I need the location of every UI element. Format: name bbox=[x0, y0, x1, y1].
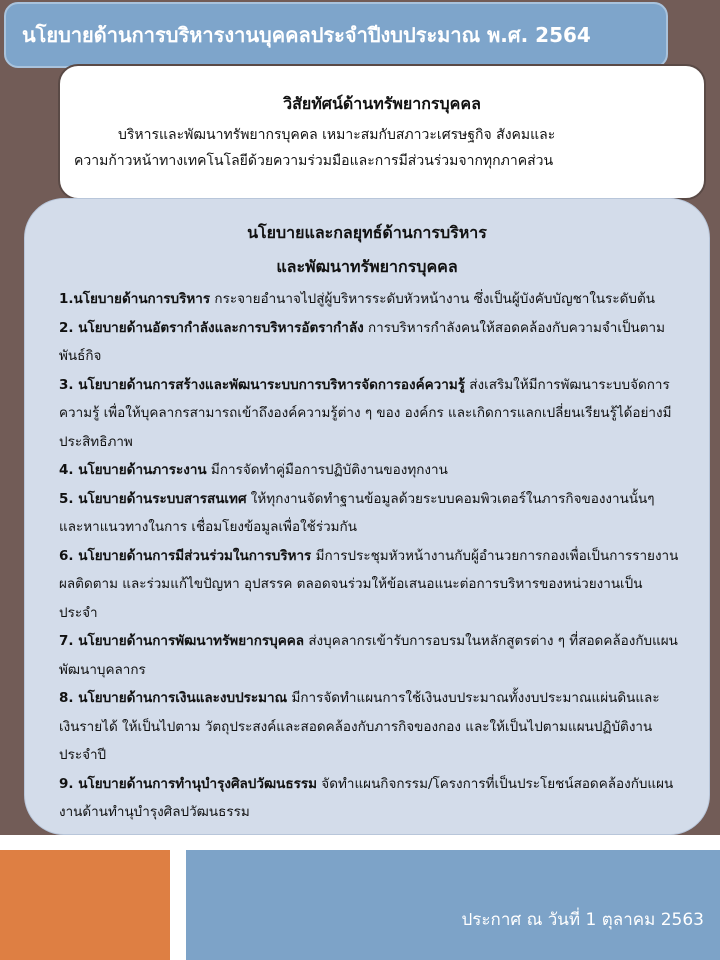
policy-item-6 bbox=[59, 542, 679, 628]
policy-item-title: 7. นโยบายด้านการพัฒนาทรัพยากรบุคคล bbox=[59, 633, 305, 649]
policy-item-9 bbox=[59, 770, 679, 827]
policy-item-3 bbox=[59, 371, 679, 457]
vision-line-2: ความก้าวหน้าทางเทคโนโลยีด้วยความร่วมมือและการมีส่วนร่วมจากทุกภาคส่วน bbox=[74, 153, 554, 169]
policy-item-title: 5. นโยบายด้านระบบสารสนเทศ bbox=[59, 490, 247, 507]
policy-item-8 bbox=[59, 684, 679, 770]
orange-corner-block bbox=[0, 850, 170, 960]
policy-item-text: มีการประชุมหัวหน้างานกับผู้อำนวยการกองเพื่อเป็นการรายงานผลติดตาม และร่วมแก้ไขปัญหา อุปสรรค ตลอดจนร่วมให้ข้อเสนอแนะต่อการบริหารของหน่วยงานเป็นประจำ bbox=[59, 547, 679, 621]
blue-footer-block bbox=[186, 850, 720, 960]
policy-item-text: ให้ทุกงานจัดทำฐานข้อมูลด้วยระบบคอมพิวเตอร์ในภารกิจของงานนั้นๆ และหาแนวทางในการ เชื่อมโยงข้อมูลเพื่อใช้ร่วมกัน bbox=[59, 490, 655, 535]
page-title: นโยบายด้านการบริหารงานบุคคลประจำปีงบประมาณ พ.ศ. 2564 bbox=[22, 23, 591, 47]
policy-item-title: 1.นโยบายด้านการบริหาร bbox=[59, 291, 211, 307]
policy-item-text: จัดทำแผนกิจกรรม/โครงการที่เป็นประโยชน์สอดคล้องกับแผนงานด้านทำนุบำรุงศิลปวัฒนธรรม bbox=[59, 775, 674, 820]
policy-item-2 bbox=[59, 314, 679, 371]
policy-item-1 bbox=[59, 285, 679, 314]
vision-statement bbox=[74, 122, 694, 174]
announcement-date: ประกาศ ณ วันที่ 1 ตุลาคม 2563 bbox=[461, 910, 704, 930]
vision-line-1-text: บริหารและพัฒนาทรัพยากรบุคคล เหมาะสมกับสภาวะเศรษฐกิจ สังคมและ bbox=[118, 127, 556, 143]
vision-line-1 bbox=[74, 122, 694, 148]
policy-list bbox=[59, 285, 679, 827]
policy-item-text: กระจายอำนาจไปสู่ผู้บริหารระดับหัวหน้างาน ซึ่งเป็นผู้บังคับบัญชาในระดับต้น bbox=[210, 291, 655, 307]
policy-item-title: 8. นโยบายด้านการเงินและงบประมาณ bbox=[59, 690, 288, 706]
policy-heading-line-2: และพัฒนาทรัพยากรบุคคล bbox=[276, 257, 458, 276]
policy-item-title: 9. นโยบายด้านการทำนุบำรุงศิลปวัฒนธรรม bbox=[59, 775, 318, 792]
policy-item-5 bbox=[59, 485, 679, 542]
vision-box bbox=[58, 64, 706, 200]
policy-item-text: ส่งเสริมให้มีการพัฒนาระบบจัดการความรู้ เพื่อให้บุคลากรสามารถเข้าถึงองค์ความรู้ต่าง ๆ ของ องค์กร และเกิดการแลกเปลี่ยนเรียนรู้ได้อย่างมีประสิทธิภาพ bbox=[59, 376, 672, 450]
policy-item-7 bbox=[59, 627, 679, 684]
policy-item-title: 2. นโยบายด้านอัตรากำลังและการบริหารอัตรากำลัง bbox=[59, 319, 364, 336]
policy-item-text: มีการจัดทำแผนการใช้เงินงบประมาณทั้งงบประมาณแผ่นดินและเงินรายได้ ให้เป็นไปตาม วัตถุประสงค์และสอดคล้องกับภารกิจของกอง และให้เป็นไปตามแผนปฏิบัติงานประจำปี bbox=[59, 690, 660, 763]
policy-item-text: การบริหารกำลังคนให้สอดคล้องกับความจำเป็นตามพันธ์กิจ bbox=[59, 319, 666, 364]
policy-heading-line-1: นโยบายและกลยุทธ์ด้านการบริหาร bbox=[247, 223, 487, 242]
policy-box bbox=[24, 198, 710, 835]
policy-item-4 bbox=[59, 456, 679, 485]
vision-heading: วิสัยทัศน์ด้านทรัพยากรบุคคล bbox=[283, 94, 481, 113]
policy-item-text: ส่งบุคลากรเข้ารับการอบรมในหลักสูตรต่าง ๆ ที่สอดคล้องกับแผนพัฒนาบุคลากร bbox=[59, 633, 678, 678]
policy-item-text: มีการจัดทำคู่มือการปฏิบัติงานของทุกงาน bbox=[206, 462, 448, 478]
policy-item-title: 4. นโยบายด้านภาระงาน bbox=[59, 462, 207, 478]
policy-item-title: 6. นโยบายด้านการมีส่วนร่วมในการบริหาร bbox=[59, 547, 312, 564]
policy-item-title: 3. นโยบายด้านการสร้างและพัฒนาระบบการบริหารจัดการองค์ความรู้ bbox=[59, 376, 465, 393]
title-bar bbox=[4, 2, 668, 68]
